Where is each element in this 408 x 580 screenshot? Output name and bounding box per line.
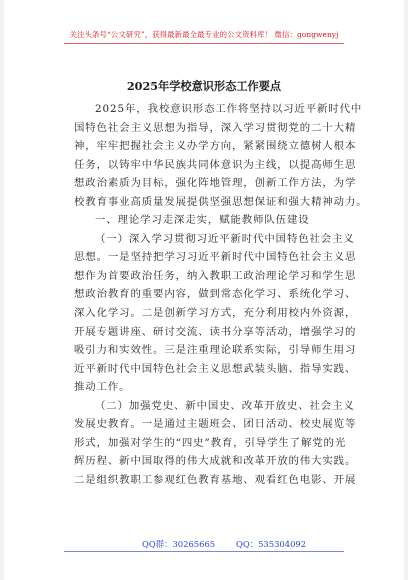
document-line: 一、理论学习走深走实，赋能教师队伍建设 <box>95 214 310 227</box>
document-line: 发展史教育。一是通过主题班会、团日活动、校史展览等 <box>74 418 357 431</box>
document-line: 形式，加强对学生的“四史”教育，引导学生了解党的光 <box>74 436 347 449</box>
footer-divider <box>64 551 344 552</box>
header-divider <box>64 43 344 44</box>
document-line: （一）深入学习贯彻习近平新时代中国特色社会主义 <box>95 232 355 245</box>
document-line: 想政治素质为目标，强化阵地管理，创新工作方法，为学 <box>74 177 357 190</box>
document-line: 校教育事业高质量发展提供坚强思想保证和强大精神动力。 <box>74 195 368 208</box>
document-line: （二）加强党史、新中国史、改革开放史、社会主义 <box>95 399 355 412</box>
document-line: 想政治教育的重要内容，做到常态化学习、系统化学习、 <box>74 288 357 301</box>
document-title: 2025年学校意识形态工作要点 <box>126 79 282 93</box>
document-line: 2025年，我校意识形态工作将坚持以习近平新时代中 <box>95 103 363 115</box>
document-line: 二是组织教职工参观红色教育基地、观看红色电影、开展 <box>74 473 357 486</box>
document-line: 国特色社会主义思想为指导，深入学习贯彻党的二十大精 <box>74 121 357 134</box>
document-page <box>4 0 404 580</box>
document-line: 神，牢牢把握社会主义办学方向，紧紧围绕立德树人根本 <box>74 140 357 153</box>
document-line: 思想。一是坚持把学习习近平新时代中国特色社会主义思 <box>74 251 357 264</box>
document-line: 吸引力和实效性。三是注重理论联系实际，引导师生用习 <box>74 344 357 357</box>
footer-qq-number: QQ：535304092 <box>236 539 307 549</box>
document-line: 想作为首要政治任务，纳入教职工政治理论学习和学生思 <box>74 269 357 282</box>
document-line: 推动工作。 <box>74 381 131 394</box>
document-line: 深入化学习。二是创新学习方式，充分利用校内外资源， <box>74 307 357 320</box>
document-body <box>74 100 368 489</box>
document-line: 辉历程、新中国取得的伟大成就和改革开放的伟大实践。 <box>74 455 357 468</box>
document-line: 开展专题讲座、研讨交流、读书分享等活动，增强学习的 <box>74 325 357 338</box>
document-line: 近平新时代中国特色社会主义思想武装头脑、指导实践、 <box>74 362 357 375</box>
footer-contact <box>4 538 404 552</box>
document-line: 任务，以铸牢中华民族共同体意识为主线，以提高师生思 <box>74 158 357 171</box>
footer-qq-group: QQ群：30265665 <box>142 539 216 549</box>
header-promo-text: 关注头条号“公文研究”，获得最新最全最专业的公文资料库！ 微信：gongwenyj <box>69 30 339 39</box>
